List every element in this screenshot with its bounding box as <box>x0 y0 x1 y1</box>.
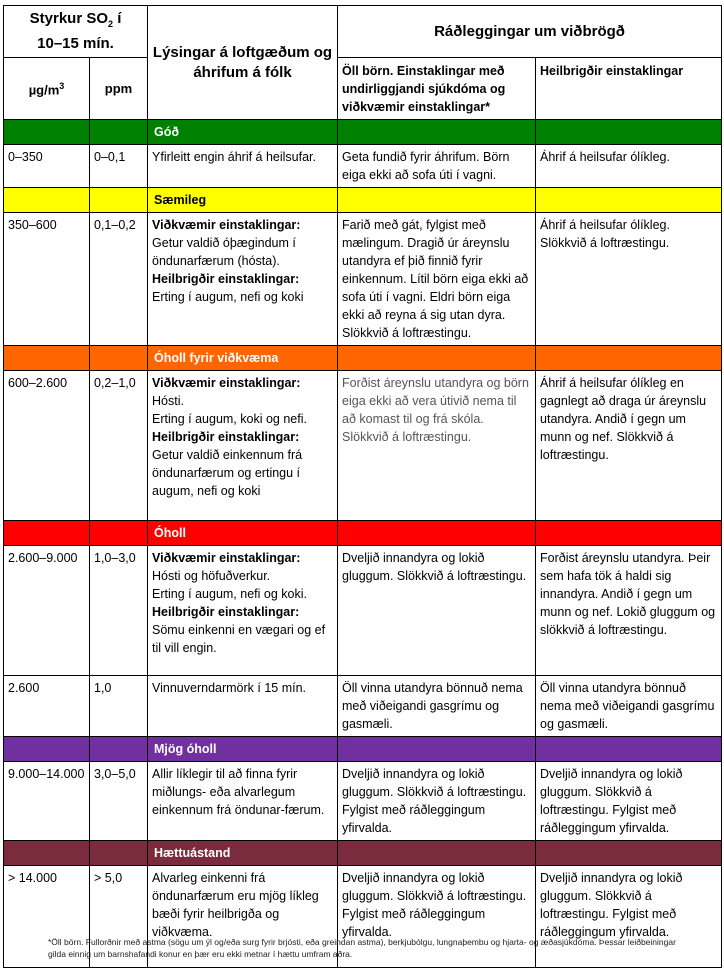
footnote: *Öll börn. Fullorðnir með astma (sögu um ýl og/eða surg fyrir brjósti, eða greindan astma), berkjubólgu, lungnaþembu og hjarta- og æðasjúkdóma. Þessar leiðbeiningar gilda einnig um barnshafandi konur en þær eru ekki metnar í hættu umfram aðra. <box>48 937 676 959</box>
unit-ug-superscript: 3 <box>59 81 65 92</box>
health-effects <box>148 371 338 521</box>
category-cell <box>4 841 90 866</box>
effect-text: Hósti og höfuðverkur. <box>152 569 271 583</box>
effect-text: Vinnuverndarmörk í 15 mín. <box>152 681 307 695</box>
concentration-title: Styrkur SO <box>29 10 109 27</box>
category-label: Góð <box>148 120 338 145</box>
table-row <box>4 145 722 188</box>
advice-healthy: Forðist áreynslu utandyra. Þeir sem hafa tök á haldi sig innandyra. Andið í gegn um munn og nef. Lokið gluggum og slökkvið á loftræstingu. <box>536 546 722 676</box>
category-cell <box>90 346 148 371</box>
category-cell <box>90 188 148 213</box>
effect-group-heading: Heilbrigðir einstaklingar: <box>152 272 300 286</box>
advice-sensitive <box>338 145 536 188</box>
category-row <box>4 521 722 546</box>
category-cell <box>338 737 536 762</box>
advice-healthy: Áhrif á heilsufar ólíkleg. Slökkvið á loftræstingu. <box>536 213 722 346</box>
advice-healthy: Dveljið innandyra og lokið gluggum. Slökkvið á loftræstingu. Fylgist með ráðleggingum yfirvalda. <box>536 866 722 968</box>
advice-sensitive-extra: Slökkvið á loftræstingu. <box>342 430 472 444</box>
advice-healthy: Áhrif á heilsufar ólíkleg en gagnlegt að draga úr áreynslu utandyra. Andið í gegn um munn og nef. Slökkvið á loftræstingu. <box>536 371 722 521</box>
concentration-header <box>4 6 148 58</box>
advice-sensitive <box>338 676 536 737</box>
concentration-ppm: 0,2–1,0 <box>90 371 148 521</box>
concentration-ppm: 1,0–3,0 <box>90 546 148 676</box>
category-cell <box>536 188 722 213</box>
effect-text: Hósti. <box>152 394 184 408</box>
effect-text: Allir líklegir til að finna fyrir miðlungs- eða alvarlegum einkennum frá öndunar-færum. <box>152 767 325 817</box>
effect-text: Getur valdið óþægindum í öndunarfærum (hósta). <box>152 236 296 268</box>
unit-ppm-header: ppm <box>90 58 148 120</box>
advice-sensitive <box>338 371 536 521</box>
health-effects <box>148 676 338 737</box>
effect-group-heading: Heilbrigðir einstaklingar: <box>152 605 300 619</box>
table-row <box>4 676 722 737</box>
category-cell <box>4 120 90 145</box>
advice-sensitive-text: Geta fundið fyrir áhrifum. Börn eiga ekki að sofa úti í vagni. <box>342 150 510 182</box>
category-label: Hættuástand <box>148 841 338 866</box>
effect-text: Sömu einkenni en vægari og ef til vill engin. <box>152 623 326 655</box>
category-cell <box>536 120 722 145</box>
unit-ug-header <box>4 58 90 120</box>
advice-sensitive-text: Dveljið innandyra og lokið gluggum. Slökkvið á loftræstingu. <box>342 551 527 583</box>
category-row <box>4 841 722 866</box>
category-cell <box>536 346 722 371</box>
table-row <box>4 546 722 676</box>
concentration-title-suffix: í <box>113 10 122 27</box>
effect-text: Erting í augum, nefi og koki. <box>152 587 307 601</box>
category-row <box>4 188 722 213</box>
advice-healthy-header: Heilbrigðir einstaklingar <box>536 58 722 120</box>
advice-sensitive-text: Dveljið innandyra og lokið gluggum. Slökkvið á loftræstingu. Fylgist með ráðleggingum yfirvalda. <box>342 767 527 835</box>
advice-sensitive <box>338 546 536 676</box>
category-cell <box>536 737 722 762</box>
effect-text: Yfirleitt engin áhrif á heilsufar. <box>152 150 316 164</box>
category-cell <box>338 188 536 213</box>
unit-ug-label: µg/m <box>28 82 60 98</box>
health-effects <box>148 546 338 676</box>
category-cell <box>90 841 148 866</box>
effect-group-heading: Heilbrigðir einstaklingar: <box>152 430 300 444</box>
concentration-ug: 0–350 <box>4 145 90 188</box>
category-cell <box>536 521 722 546</box>
category-cell <box>338 346 536 371</box>
table-row <box>4 762 722 841</box>
category-cell <box>90 521 148 546</box>
concentration-ppm: 3,0–5,0 <box>90 762 148 841</box>
concentration-ppm: 0,1–0,2 <box>90 213 148 346</box>
concentration-ug: 600–2.600 <box>4 371 90 521</box>
advice-healthy: Dveljið innandyra og lokið gluggum. Slökkvið á loftræstingu. Fylgist með ráðleggingum yfirvalda. <box>536 762 722 841</box>
advice-sensitive-text: Öll vinna utandyra bönnuð nema með viðeigandi gasgrímu og gasmæli. <box>342 681 523 731</box>
effect-text: Erting í augum, koki og nefi. <box>152 412 307 426</box>
health-effects <box>148 213 338 346</box>
table-row <box>4 213 722 346</box>
category-row <box>4 346 722 371</box>
category-label: Sæmileg <box>148 188 338 213</box>
advice-sensitive-text: Forðist áreynslu utandyra og börn eiga ekki að vera útivið nema til að komast til og frá skóla. <box>342 376 529 426</box>
category-label: Mjög óholl <box>148 737 338 762</box>
description-header: Lýsingar á loftgæðum og áhrifum á fólk <box>148 6 338 120</box>
advice-sensitive-header: Öll börn. Einstaklingar með undirliggjandi sjúkdóma og viðkvæmir einstaklingar* <box>338 58 536 120</box>
concentration-ppm: 1,0 <box>90 676 148 737</box>
concentration-ug: 9.000–14.000 <box>4 762 90 841</box>
category-cell <box>90 737 148 762</box>
advice-header: Ráðleggingar um viðbrögð <box>338 6 722 58</box>
effect-text: Erting í augum, nefi og koki <box>152 290 304 304</box>
advice-sensitive-text: Farið með gát, fylgist með mælingum. Dragið úr áreynslu utandyra ef þið finnið fyrir einkennum. Lítil börn eiga ekki að sofa úti í vagni. Eldri börn eiga ekki að reyna á sig utan dyra. Slökkvið á loftræstingu. <box>342 218 529 340</box>
effect-text: Alvarleg einkenni frá öndunarfærum eru mjög líkleg bæði fyrir heilbrigða og viðkvæma. <box>152 871 319 939</box>
category-row <box>4 120 722 145</box>
category-cell <box>338 841 536 866</box>
category-row <box>4 737 722 762</box>
advice-sensitive <box>338 213 536 346</box>
health-effects <box>148 762 338 841</box>
category-cell <box>90 120 148 145</box>
category-cell <box>4 346 90 371</box>
concentration-title-subscript: 2 <box>108 19 114 29</box>
advice-healthy: Öll vinna utandyra bönnuð nema með viðeigandi gasgrímu og gasmæli. <box>536 676 722 737</box>
health-effects <box>148 145 338 188</box>
effect-group-heading: Viðkvæmir einstaklingar: <box>152 218 301 232</box>
category-cell <box>4 521 90 546</box>
concentration-ug: > 14.000 <box>4 866 90 968</box>
category-cell <box>338 120 536 145</box>
category-label: Óholl fyrir viðkvæma <box>148 346 338 371</box>
concentration-ug: 2.600–9.000 <box>4 546 90 676</box>
concentration-ug: 350–600 <box>4 213 90 346</box>
concentration-ppm: 0–0,1 <box>90 145 148 188</box>
table-row <box>4 371 722 521</box>
advice-healthy: Áhrif á heilsufar ólíkleg. <box>536 145 722 188</box>
concentration-ppm: > 5,0 <box>90 866 148 968</box>
effect-group-heading: Viðkvæmir einstaklingar: <box>152 551 301 565</box>
so2-guidance-table <box>3 5 722 968</box>
concentration-duration: 10–15 mín. <box>37 35 114 52</box>
category-cell <box>338 521 536 546</box>
category-cell <box>536 841 722 866</box>
advice-sensitive-text: Dveljið innandyra og lokið gluggum. Slökkvið á loftræstingu. Fylgist með ráðleggingum yfirvalda. <box>342 871 527 939</box>
concentration-ug: 2.600 <box>4 676 90 737</box>
table-body <box>4 120 722 968</box>
category-cell <box>4 737 90 762</box>
category-cell <box>4 188 90 213</box>
effect-group-heading: Viðkvæmir einstaklingar: <box>152 376 301 390</box>
category-label: Óholl <box>148 521 338 546</box>
effect-text: Getur valdið einkennum frá öndunarfærum og ertingu í augum, nefi og koki <box>152 448 303 498</box>
advice-sensitive <box>338 762 536 841</box>
